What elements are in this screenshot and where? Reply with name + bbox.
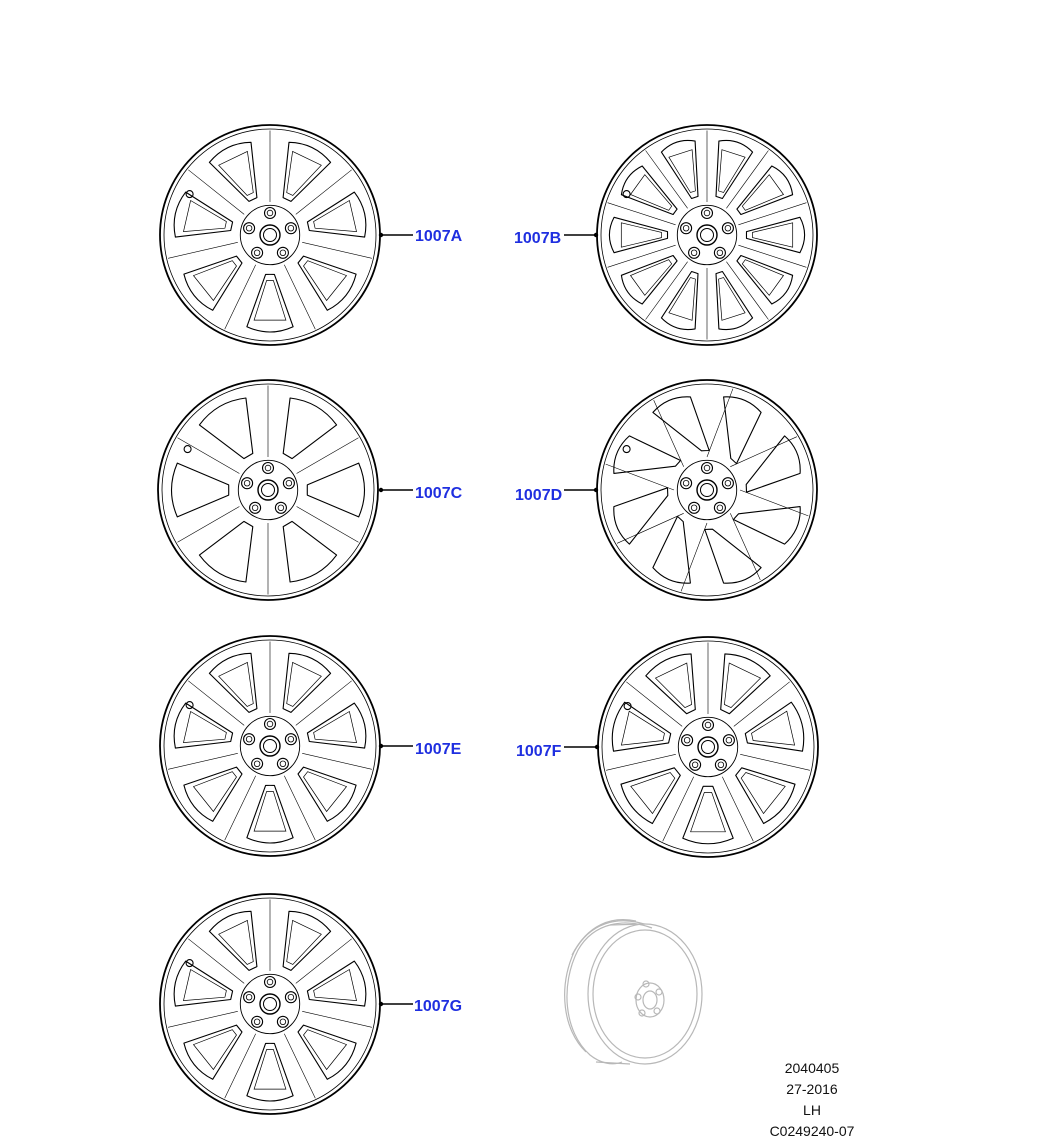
wheel-spoke-line bbox=[296, 681, 352, 726]
wheel-centre-cap bbox=[262, 484, 275, 497]
wheel-window bbox=[646, 654, 696, 714]
wheel-hub bbox=[677, 460, 736, 519]
wheel-lug-nut-centre bbox=[265, 465, 271, 471]
stamp-line-1: 2040405 bbox=[784, 1060, 840, 1076]
callout-1007e[interactable] bbox=[379, 741, 462, 758]
wheel-lug-nut-centre bbox=[717, 505, 723, 511]
wheel-lug-nut bbox=[252, 758, 263, 769]
wheel-lug-nut bbox=[690, 759, 701, 770]
wheel-lug-nut bbox=[252, 247, 263, 258]
callout-1007b[interactable] bbox=[514, 230, 598, 247]
wheel-lug-nut-centre bbox=[683, 480, 689, 486]
callout-1007d[interactable] bbox=[515, 487, 598, 504]
wheel-lug-nut-centre bbox=[288, 225, 294, 231]
wheel-1007g[interactable] bbox=[160, 894, 380, 1114]
wheel-spoke-line bbox=[168, 753, 238, 769]
wheel-lug-nut bbox=[277, 758, 288, 769]
wheel-lug-nut bbox=[277, 1016, 288, 1027]
wheel-lug-nut-centre bbox=[684, 737, 690, 743]
callout-1007a[interactable] bbox=[379, 228, 463, 245]
wheel-lug-nut-centre bbox=[691, 505, 697, 511]
wheel-window bbox=[661, 140, 698, 198]
wheel-spoke-line bbox=[738, 245, 806, 267]
wheel-window bbox=[184, 256, 242, 310]
wheel-spoke-line bbox=[168, 1011, 238, 1027]
wheel-window-inner bbox=[194, 1030, 237, 1070]
wheel-lug-nut-centre bbox=[246, 736, 252, 742]
wheel-lug-nut bbox=[275, 502, 286, 513]
wheel-window-inner bbox=[631, 260, 672, 296]
wheel-window bbox=[174, 703, 232, 748]
wheel-lug-nut-centre bbox=[725, 225, 731, 231]
wheel-perspective-icon bbox=[565, 920, 702, 1064]
callout-1007g[interactable] bbox=[379, 998, 462, 1015]
wheel-window bbox=[737, 256, 793, 305]
wheel-window bbox=[736, 768, 795, 824]
callout-label-1007f[interactable]: 1007F bbox=[516, 743, 562, 760]
wheel-spoke-line bbox=[722, 777, 753, 842]
wheel-valve-stem bbox=[623, 446, 630, 453]
wheel-lug-nut bbox=[703, 720, 714, 731]
wheel-window bbox=[705, 529, 761, 583]
wheel-lug-nut bbox=[277, 247, 288, 258]
wheel-lug-nut-centre bbox=[267, 979, 273, 985]
wheel-window-inner bbox=[621, 711, 664, 745]
wheel-window-inner bbox=[304, 261, 347, 301]
wheel-lug-nut bbox=[265, 977, 276, 988]
wheel-spoke-line bbox=[178, 438, 240, 474]
wheel-lug-nut-centre bbox=[288, 736, 294, 742]
wheel-window bbox=[199, 521, 252, 582]
wheel-spoke-line bbox=[740, 754, 810, 770]
wheel-window bbox=[247, 1043, 293, 1101]
wheel-lug-nut-centre bbox=[717, 250, 723, 256]
wheel-lug-nut bbox=[244, 223, 255, 234]
callout-label-1007c[interactable]: 1007C bbox=[415, 485, 463, 502]
wheel-centre-cap bbox=[701, 229, 714, 242]
wheel-hub bbox=[238, 460, 297, 519]
wheel-hub bbox=[240, 205, 299, 264]
wheel-centre-cap bbox=[264, 229, 277, 242]
wheel-lug-nut bbox=[689, 247, 700, 258]
wheel-spoke-line bbox=[663, 777, 694, 842]
wheel-valve-stem bbox=[184, 446, 191, 453]
wheel-lug-nut-centre bbox=[278, 505, 284, 511]
wheel-lug-nut-centre bbox=[704, 465, 710, 471]
wheel-window-inner bbox=[742, 175, 783, 211]
wheel-lug-nut-centre bbox=[254, 250, 260, 256]
wheel-lug-nut bbox=[689, 502, 700, 513]
leader-dot-1007d bbox=[594, 488, 598, 492]
wheel-lug-nut bbox=[715, 759, 726, 770]
wheel-window-inner bbox=[752, 711, 795, 745]
wheel-window bbox=[614, 488, 668, 544]
wheel-window bbox=[247, 274, 293, 332]
wheel-rim-inner bbox=[601, 384, 813, 596]
wheel-spoke-line bbox=[302, 753, 372, 769]
wheel-window-inner bbox=[314, 970, 357, 1001]
wheel-window-inner bbox=[742, 260, 783, 296]
wheel-window bbox=[621, 166, 677, 215]
wheel-spoke-line bbox=[178, 507, 240, 543]
stamp-line-3: LH bbox=[803, 1102, 821, 1118]
wheel-lug-nut-centre bbox=[244, 480, 250, 486]
wheel-window bbox=[737, 166, 793, 215]
wheel-window bbox=[283, 398, 336, 459]
wheel-window bbox=[307, 961, 365, 1006]
wheel-hub bbox=[678, 717, 737, 776]
wheel-1007e[interactable] bbox=[160, 636, 380, 856]
wheel-window bbox=[298, 256, 356, 310]
wheel-lug-nut-centre bbox=[683, 225, 689, 231]
callout-label-1007e[interactable]: 1007E bbox=[415, 741, 462, 758]
wheel-window bbox=[307, 703, 365, 748]
wheel-lug-nut-centre bbox=[718, 762, 724, 768]
wheel-lug-nut-centre bbox=[286, 480, 292, 486]
wheel-spoke-line bbox=[168, 242, 238, 258]
wheel-lug-nut bbox=[714, 502, 725, 513]
wheel-lug-nut-centre bbox=[704, 210, 710, 216]
wheel-lug-nut bbox=[723, 735, 734, 746]
wheel-window-inner bbox=[304, 1030, 347, 1070]
wheel-lug-nut bbox=[681, 223, 692, 234]
wheel-lug-nut bbox=[252, 1016, 263, 1027]
wheel-window-inner bbox=[621, 223, 661, 247]
wheel-lug-nut-centre bbox=[692, 762, 698, 768]
wheel-window bbox=[184, 1025, 242, 1079]
wheel-spoke-line bbox=[606, 754, 676, 770]
wheel-window bbox=[716, 272, 753, 330]
callout-label-1007a[interactable]: 1007A bbox=[415, 228, 463, 245]
wheel-window-inner bbox=[194, 261, 237, 301]
wheel-spoke-line bbox=[608, 245, 676, 267]
wheel-spoke-line bbox=[302, 242, 372, 258]
wheel-window-inner bbox=[254, 792, 286, 832]
wheel-window-inner bbox=[254, 1050, 286, 1090]
wheel-window bbox=[614, 436, 681, 474]
wheel-spoke-line bbox=[284, 1034, 315, 1099]
wheel-lug-nut-centre bbox=[254, 761, 260, 767]
wheel-window-inner bbox=[304, 772, 347, 812]
wheel-lug-nut bbox=[263, 463, 274, 474]
wheel-spoke-line bbox=[608, 203, 676, 225]
wheel-lug-nut bbox=[722, 478, 733, 489]
wheel-window bbox=[609, 217, 667, 252]
wheel-window-inner bbox=[184, 712, 227, 743]
wheel-1007f[interactable] bbox=[598, 637, 818, 857]
wheel-lug-nut-centre bbox=[246, 225, 252, 231]
stamp-line-4: C0249240-07 bbox=[769, 1123, 855, 1139]
wheel-lug-nut bbox=[244, 992, 255, 1003]
wheel-spoke-line bbox=[738, 203, 806, 225]
wheel-window-inner bbox=[184, 201, 227, 232]
wheel-window bbox=[307, 192, 365, 237]
wheel-hub bbox=[240, 716, 299, 775]
wheel-window bbox=[716, 140, 753, 198]
wheel-window bbox=[174, 192, 232, 237]
wheel-spoke-line bbox=[734, 682, 790, 727]
wheel-spoke-line bbox=[626, 682, 682, 727]
wheel-window bbox=[683, 786, 733, 843]
wheel-lug-nut bbox=[702, 463, 713, 474]
wheel-window bbox=[298, 767, 356, 821]
leader-dot-1007b bbox=[594, 233, 598, 237]
wheel-centre-cap bbox=[264, 998, 277, 1011]
wheel-lug-nut bbox=[285, 734, 296, 745]
wheel-window bbox=[172, 463, 229, 517]
wheel-rim-outer bbox=[597, 380, 817, 600]
wheel-lug-nut-centre bbox=[691, 250, 697, 256]
wheel-centre-cap bbox=[702, 741, 715, 754]
wheel-centre-cap bbox=[264, 740, 277, 753]
wheel-window-inner bbox=[184, 970, 227, 1001]
callout-1007f[interactable] bbox=[516, 743, 599, 760]
wheel-window bbox=[653, 516, 691, 583]
wheel-window bbox=[746, 436, 800, 492]
wheel-lug-nut-centre bbox=[252, 505, 258, 511]
wheel-1007c[interactable] bbox=[158, 380, 378, 600]
wheel-lug-nut-centre bbox=[280, 1019, 286, 1025]
wheel-lug-nut-centre bbox=[726, 737, 732, 743]
wheel-centre-cap bbox=[701, 484, 714, 497]
wheel-window-inner bbox=[669, 150, 696, 193]
wheel-window bbox=[621, 256, 677, 305]
wheel-lug-nut-centre bbox=[725, 480, 731, 486]
callout-label-1007b[interactable]: 1007B bbox=[514, 230, 562, 247]
wheel-window bbox=[184, 767, 242, 821]
wheel-window bbox=[174, 961, 232, 1006]
wheel-window-inner bbox=[254, 281, 286, 321]
wheel-spoke-line bbox=[297, 507, 359, 543]
wheel-lug-nut-centre bbox=[280, 250, 286, 256]
wheel-window bbox=[745, 702, 803, 751]
leader-dot-1007c bbox=[379, 488, 383, 492]
wheel-lug-nut-centre bbox=[280, 761, 286, 767]
wheel-1007a[interactable] bbox=[160, 125, 380, 345]
wheel-1007b[interactable] bbox=[597, 125, 817, 345]
wheel-window bbox=[298, 1025, 356, 1079]
wheel-window-inner bbox=[314, 201, 357, 232]
wheel-window-inner bbox=[194, 772, 237, 812]
wheel-window-inner bbox=[719, 278, 746, 321]
wheel-spoke-line bbox=[302, 1011, 372, 1027]
wheel-window bbox=[621, 768, 680, 824]
wheel-lug-nut bbox=[250, 502, 261, 513]
wheel-lug-nut-centre bbox=[254, 1019, 260, 1025]
wheel-window-inner bbox=[691, 793, 726, 832]
leader-dot-1007e bbox=[379, 744, 383, 748]
callout-label-1007g[interactable]: 1007G bbox=[414, 998, 463, 1015]
wheel-spoke-line bbox=[225, 1034, 256, 1099]
wheel-window bbox=[283, 521, 336, 582]
wheel-window bbox=[199, 398, 252, 459]
wheel-window bbox=[612, 702, 670, 751]
wheel-spoke-line bbox=[296, 170, 352, 215]
stamp-line-2: 27-2016 bbox=[786, 1081, 838, 1097]
leader-dot-1007f bbox=[595, 745, 599, 749]
wheel-lug-nut bbox=[244, 734, 255, 745]
wheel-lug-nut bbox=[681, 478, 692, 489]
wheel-window bbox=[247, 785, 293, 843]
wheel-window-inner bbox=[631, 175, 672, 211]
wheel-spoke-line bbox=[225, 265, 256, 330]
wheel-window bbox=[307, 463, 364, 517]
wheel-lug-nut bbox=[682, 735, 693, 746]
wheel-lug-nut bbox=[265, 719, 276, 730]
wheel-window bbox=[653, 397, 709, 451]
wheel-window bbox=[733, 507, 800, 544]
wheel-window bbox=[721, 654, 771, 714]
wheel-lug-nut-centre bbox=[267, 210, 273, 216]
wheel-lug-nut bbox=[702, 208, 713, 219]
wheel-1007d[interactable] bbox=[597, 380, 817, 600]
drawing-reference-stamp bbox=[740, 1058, 884, 1142]
wheel-window-inner bbox=[719, 150, 746, 193]
wheel-spoke-line bbox=[188, 170, 244, 215]
wheel-lug-nut-centre bbox=[288, 994, 294, 1000]
wheel-lug-nut-centre bbox=[705, 722, 711, 728]
wheel-spoke-line bbox=[284, 265, 315, 330]
wheel-lug-nut bbox=[714, 247, 725, 258]
wheel-spoke-line bbox=[284, 776, 315, 841]
wheel-lug-nut bbox=[722, 223, 733, 234]
wheel-spoke-line bbox=[188, 681, 244, 726]
callout-label-1007d[interactable]: 1007D bbox=[515, 487, 563, 504]
wheel-window bbox=[746, 217, 804, 252]
wheel-window-inner bbox=[753, 223, 793, 247]
wheel-lug-nut bbox=[242, 478, 253, 489]
wheel-spoke-line bbox=[225, 776, 256, 841]
wheel-window-inner bbox=[669, 278, 696, 321]
wheel-lug-nut bbox=[283, 478, 294, 489]
wheel-lug-nut-centre bbox=[246, 994, 252, 1000]
leader-dot-1007a bbox=[379, 233, 383, 237]
wheel-window bbox=[724, 397, 762, 464]
callout-1007c[interactable] bbox=[379, 485, 463, 502]
wheel-window-inner bbox=[314, 712, 357, 743]
wheel-spoke-line bbox=[188, 939, 244, 984]
wheel-hub bbox=[240, 974, 299, 1033]
wheel-window bbox=[661, 272, 698, 330]
wheel-spoke-line bbox=[296, 939, 352, 984]
wheel-lug-nut-centre bbox=[267, 721, 273, 727]
leader-dot-1007g bbox=[379, 1002, 383, 1006]
wheel-lug-nut bbox=[285, 223, 296, 234]
wheel-spoke-line bbox=[297, 438, 359, 474]
wheel-lug-nut bbox=[265, 208, 276, 219]
wheel-hub bbox=[677, 205, 736, 264]
wheel-lug-nut bbox=[285, 992, 296, 1003]
